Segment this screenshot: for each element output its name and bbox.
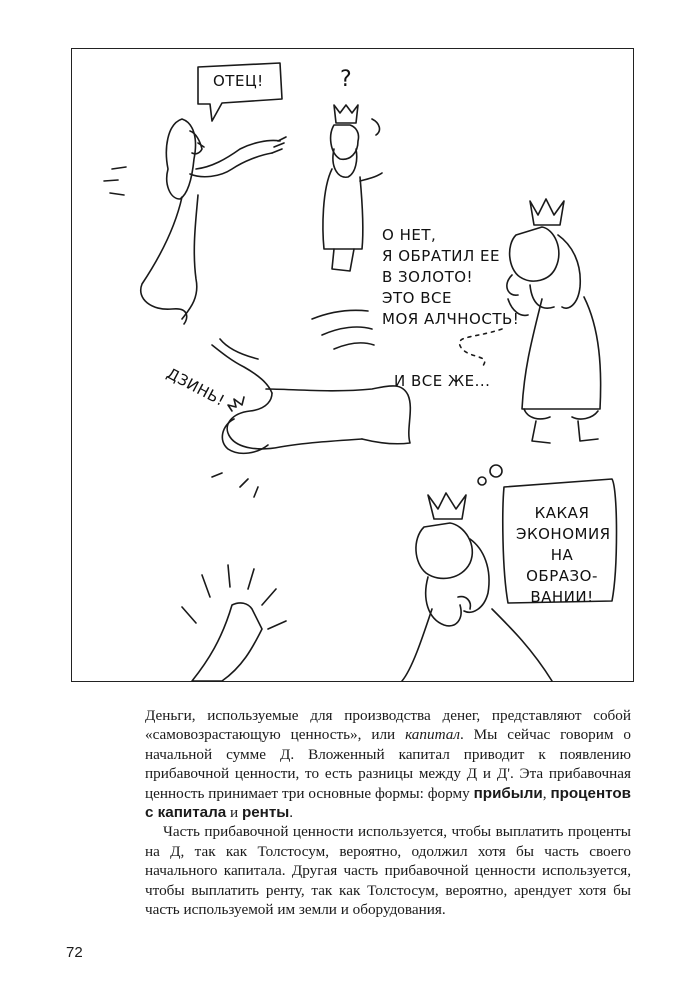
daughter-figure: [104, 119, 286, 324]
term-rent: ренты: [241, 804, 290, 822]
golden-gleam: [182, 565, 286, 681]
term-profit: прибыли: [473, 784, 543, 802]
king-worried-figure: [507, 199, 601, 443]
comic-panel: [71, 48, 634, 682]
paragraph-1: Деньги, используемые для производства денег, представляют собой «самовозрастающую ценность», или капитал. Мы сейчас говорим о начальной сумме Д. Вложенный капитал приводит к появлению прибавочной ценности, то есть разницы между Д и Д'. Эта прибавочная ценность принимает три основные формы: форму прибыли, процентов с капитала и ренты.: [145, 707, 632, 822]
term-interest: процентов с капитала: [145, 784, 631, 822]
and-yet-text: И ВСЕ ЖЕ...: [394, 372, 491, 390]
body-text: [145, 706, 631, 919]
thought-line: ВАНИИ!: [530, 588, 594, 606]
thought-text: [516, 503, 611, 608]
sound-effect: ДЗИНЬ!: [163, 364, 228, 410]
term-capital: капитал: [405, 726, 460, 744]
bubble-father-text: ОТЕЦ!: [213, 72, 264, 90]
king-speech-line: В ЗОЛОТО!: [382, 268, 474, 286]
king-speech-line: Я ОБРАТИЛ ЕЕ: [382, 247, 500, 265]
thought-line: НА ОБРАЗО-: [526, 546, 598, 585]
king-speech-line: ЭТО ВСЕ: [382, 289, 452, 307]
dotted-trail: [459, 329, 502, 367]
page-number: 72: [66, 944, 83, 961]
king-standing-figure: [323, 105, 382, 271]
king-speech: [382, 225, 519, 330]
king-speech-line: МОЯ АЛЧНОСТЬ!: [382, 310, 520, 328]
thought-line: КАКАЯ: [534, 504, 590, 522]
king-speech-line: О НЕТ,: [382, 226, 437, 244]
thought-line: ЭКОНОМИЯ: [516, 525, 611, 543]
golden-statue-figure: [212, 310, 410, 497]
paragraph-2: Часть прибавочной ценности используется, чтобы выплатить проценты на Д, так как Толстосум, вероятно, одолжил хотя бы часть своего начального капитала. Другая часть прибавочной ценности используется, чтобы выплатить ренту, так как Толстосум, вероятно, арендует хотя бы часть используемой им земли и оборудования.: [145, 823, 631, 919]
question-mark: ?: [340, 67, 353, 92]
